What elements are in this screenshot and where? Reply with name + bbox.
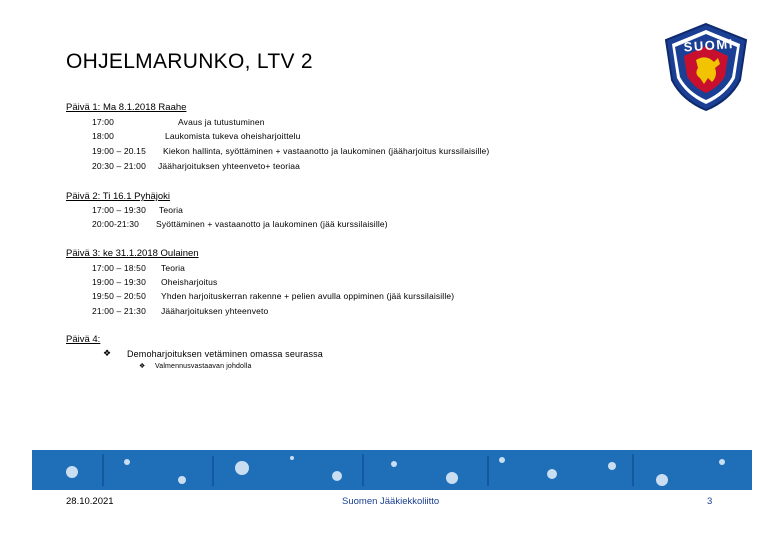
- day3-row3-text: Yhden harjoituskerran rakenne + pelien avulla oppiminen (jää kurssilaisille): [161, 291, 455, 301]
- day3-row4-time: 21:00 – 21:30: [92, 306, 146, 316]
- day1-row1-text: Avaus ja tutustuminen: [178, 117, 265, 127]
- footer-page-number: 3: [707, 496, 713, 507]
- day1-row4-text: Jääharjoituksen yhteenveto+ teoriaa: [158, 161, 301, 171]
- day1-row2-time: 18:00: [92, 131, 115, 141]
- day3-row2-time: 19:00 – 19:30: [92, 277, 146, 287]
- day4-bullet2: Valmennusvastaavan johdolla: [155, 363, 252, 370]
- day1-row3-text: Kiekon hallinta, syöttäminen + vastaanotto ja laukominen (jääharjoitus kurssilaisille): [163, 146, 490, 156]
- ice-photo-band: [32, 450, 752, 490]
- day3-row1-time: 17:00 – 18:50: [92, 263, 146, 273]
- day1-heading: Päivä 1: Ma 8.1.2018 Raahe: [66, 102, 187, 113]
- day2-row1-time: 17:00 – 19:30: [92, 205, 146, 215]
- day4-heading: Päivä 4:: [66, 334, 101, 345]
- day3-row3-time: 19:50 – 20:50: [92, 291, 146, 301]
- footer-date: 28.10.2021: [66, 496, 114, 507]
- logo-text: SUOMI: [683, 36, 735, 55]
- page-title: OHJELMARUNKO, LTV 2: [66, 50, 313, 73]
- ice-texture-image: [32, 450, 752, 490]
- day2-heading: Päivä 2: Ti 16.1 Pyhäjoki: [66, 191, 171, 202]
- footer-organization: Suomen Jääkiekkoliitto: [342, 496, 440, 507]
- day3-heading: Päivä 3: ke 31.1.2018 Oulainen: [66, 248, 199, 259]
- day1-row2-text: Laukomista tukeva oheisharjoittelu: [165, 131, 301, 141]
- day3-row4-text: Jääharjoituksen yhteenveto: [161, 306, 269, 316]
- diamond-subbullet-icon: ❖: [139, 363, 146, 370]
- day1-row1-time: 17:00: [92, 117, 115, 127]
- day3-row1-text: Teoria: [161, 263, 186, 273]
- day3-row2-text: Oheisharjoitus: [161, 277, 218, 287]
- day2-row2-time: 20:00-21:30: [92, 219, 140, 229]
- diamond-bullet-icon: ❖: [103, 348, 112, 358]
- day1-row3-time: 19:00 – 20.15: [92, 146, 146, 156]
- day2-row1-text: Teoria: [159, 205, 184, 215]
- day2-row2-text: Syöttäminen + vastaanotto ja laukominen (jää kurssilaisille): [156, 219, 388, 229]
- day1-row4-time: 20:30 – 21:00: [92, 161, 146, 171]
- suomi-lion-logo: [660, 20, 752, 112]
- day4-bullet1: Demoharjoituksen vetäminen omassa seurassa: [127, 349, 323, 359]
